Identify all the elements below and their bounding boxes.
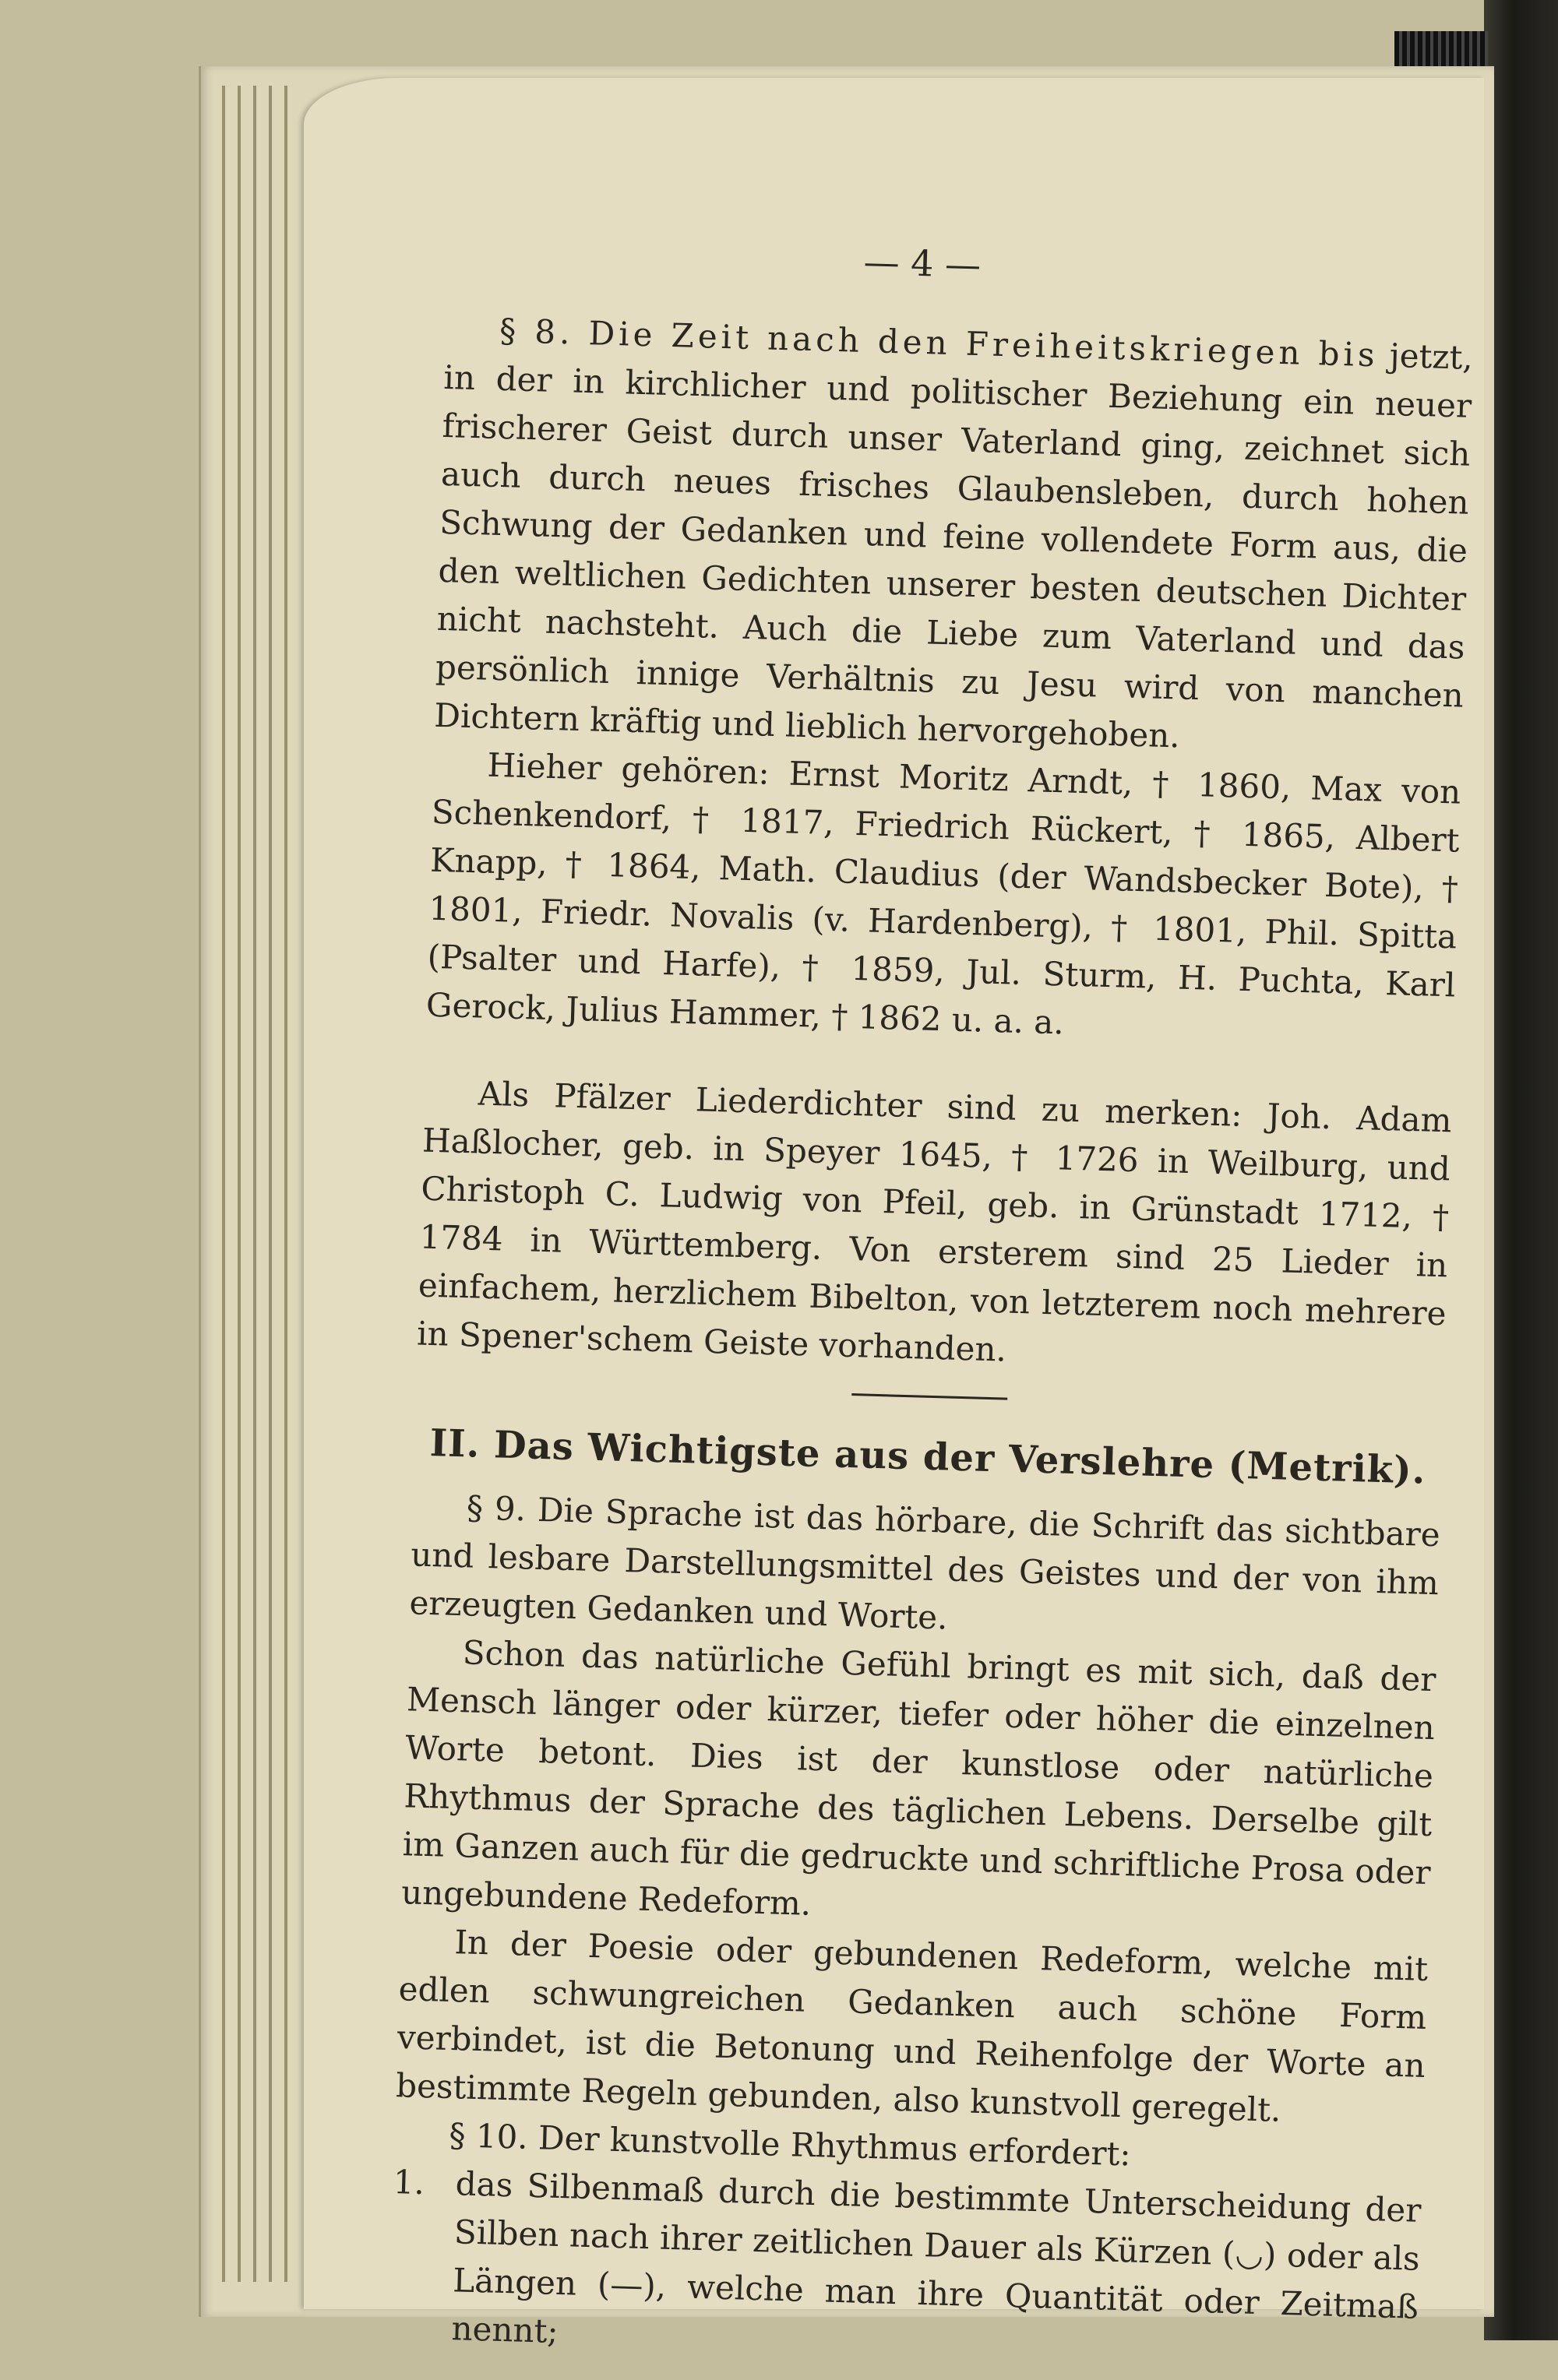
- page-edge: [284, 86, 287, 2282]
- page-edge: [222, 86, 225, 2282]
- paragraph-palatinate: Als Pfälzer Liederdichter sind zu merken: Joh. Adam Haßlocher, geb. in Speyer 1645, † 1726 in Weilburg, und Christoph C. Ludwig von Pfeil, geb. in Grünstadt 1712, † 1784 in Württemberg. Von ersterem sind 25 Lieder in einfachem, herzlichem Bibelton, von letzterem noch mehrere in Spener'schem Geiste vorhanden.: [416, 1074, 1453, 1369]
- paragraph-poetry: In der Poesie oder gebundenen Redeform, welche mit edlen schwungreichen Gedanken auch schöne Form verbindet, ist die Betonung und Reihenfolge der Worte an bestimmte Regeln gebunden, also kunstvoll geregelt.: [395, 1923, 1429, 2129]
- paragraph-lead: § 8. Die Zeit nach den Freiheitskriegen bis: [499, 311, 1380, 375]
- section-divider: [851, 1393, 1007, 1400]
- section-heading: II. Das Wichtigste aus der Verslehre (Metrik).: [429, 1421, 1427, 1493]
- page-edge: [238, 86, 241, 2282]
- list-text: das Silbenmaß durch die bestimmte Unterscheidung der Silben nach ihrer zeitlichen Dauer als Kürzen (◡) oder als Längen (—), welche man ihre Quantität oder Zeitmaß nennt;: [450, 2164, 1422, 2350]
- page-edge: [269, 86, 272, 2282]
- paragraph-10: § 10. Der kunstvolle Rhythmus erfordert:: [448, 2116, 1132, 2174]
- paragraph-body: jetzt, in der in kirchlicher und politischer Beziehung ein neuer frischerer Geist durch unser Vaterland ging, zeichnet sich auch durch neues frisches Glaubensleben, durch hohen Schwung der Gedanken und feine vollendete Form aus, die den weltlichen Gedichten unserer besten deutschen Dichter nicht nachsteht. Auch die Liebe zum Vaterland und das persönlich innige Verhältnis zu Jesu wird von manchen Dichtern kräftig und lieblich hervorgehoben.: [433, 336, 1474, 755]
- list-item: [389, 2158, 1422, 2380]
- list-number: 1.: [393, 2163, 425, 2202]
- paragraph-rhythm: Schon das natürliche Gefühl bringt es mit sich, daß der Mensch länger oder kürzer, tiefer oder höher die einzelnen Worte betont. Dies ist der kunstlose oder natürliche Rhythmus der Sprache des täglichen Lebens. Derselbe gilt im Ganzen auch für die gedruckte und schriftliche Prosa oder ungebundene Redeform.: [400, 1633, 1437, 1923]
- page-number: — 4 —: [862, 240, 982, 287]
- paragraph-8: [434, 305, 1474, 769]
- paragraph-9: § 9. Die Sprache ist das hörbare, die Schrift das sichtbare und lesbare Darstellungsmittel des Geistes und der von ihm erzeugten Gedanken und Worte.: [408, 1488, 1441, 1637]
- paragraph-poets: Hieher gehören: Ernst Moritz Arndt, † 1860, Max von Schenkendorf, † 1817, Friedrich Rückert, † 1865, Albert Knapp, † 1864, Math. Claudius (der Wandsbecker Bote), † 1801, Friedr. Novalis (v. Hardenberg), † 1801, Phil. Spitta (Psalter und Harfe), † 1859, Jul. Sturm, H. Puchta, Karl Gerock, Julius Hammer, † 1862 u. a. a.: [425, 745, 1461, 1042]
- page-edge: [253, 86, 256, 2282]
- book-binding: [1484, 0, 1558, 2340]
- page-text: [389, 226, 1476, 2380]
